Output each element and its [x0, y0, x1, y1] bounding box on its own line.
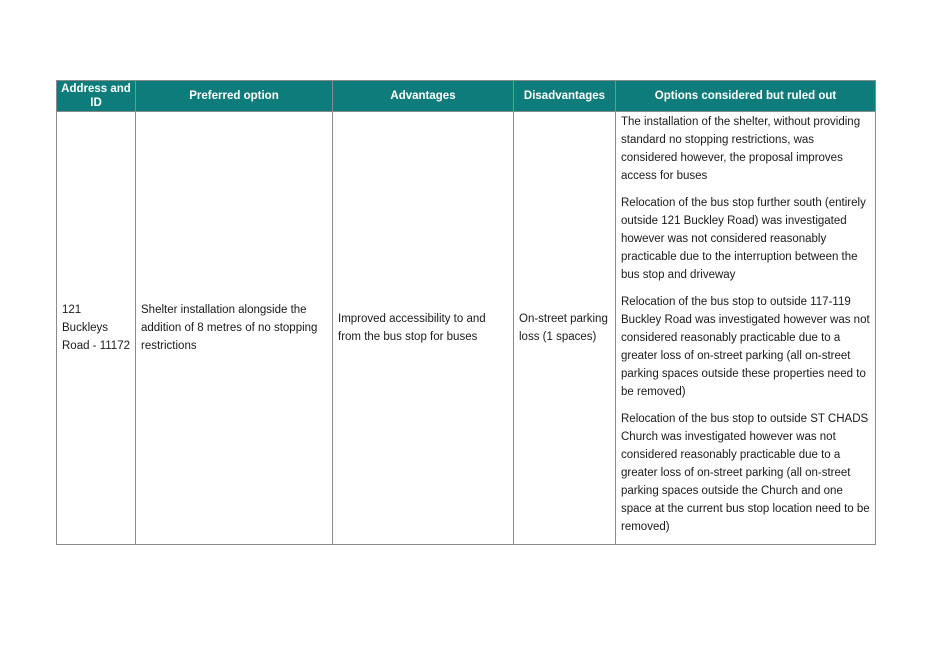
options-table	[56, 80, 876, 545]
header-disadvantages: Disadvantages	[514, 81, 616, 112]
header-preferred-option: Preferred option	[136, 81, 333, 112]
header-options-ruled-out: Options considered but ruled out	[616, 81, 876, 112]
cell-disadvantages: On-street parking loss (1 spaces)	[514, 112, 616, 545]
ruled-out-option: Relocation of the bus stop to outside 117-119 Buckley Road was investigated however was not considered reasonably practicable due to a greater loss of on-street parking (all on-street parking spaces outside these properties need to be removed)	[621, 296, 870, 398]
table-row	[57, 112, 876, 545]
table-header	[57, 81, 876, 112]
cell-address: 121 Buckleys Road - 11172	[57, 112, 136, 545]
cell-preferred-option: Shelter installation alongside the addition of 8 metres of no stopping restrictions	[136, 112, 333, 545]
cell-options-ruled-out	[616, 112, 876, 545]
ruled-out-option: The installation of the shelter, without providing standard no stopping restrictions, was considered however, the proposal improves access for buses	[621, 116, 861, 182]
table-body	[57, 112, 876, 545]
header-row	[57, 81, 876, 112]
cell-advantages: Improved accessibility to and from the bus stop for buses	[333, 112, 514, 545]
ruled-out-option: Relocation of the bus stop to outside ST CHADS Church was investigated however was not considered reasonably practicable due to a greater loss of on-street parking (all on-street parking spaces outside the Church and one space at the current bus stop location need to be removed)	[621, 413, 870, 533]
ruled-out-option: Relocation of the bus stop further south (entirely outside 121 Buckley Road) was investigated however was not considered reasonably practicable due to the interruption between the bus stop and driveway	[621, 197, 866, 281]
header-address-id: Address and ID	[57, 81, 136, 112]
header-advantages: Advantages	[333, 81, 514, 112]
